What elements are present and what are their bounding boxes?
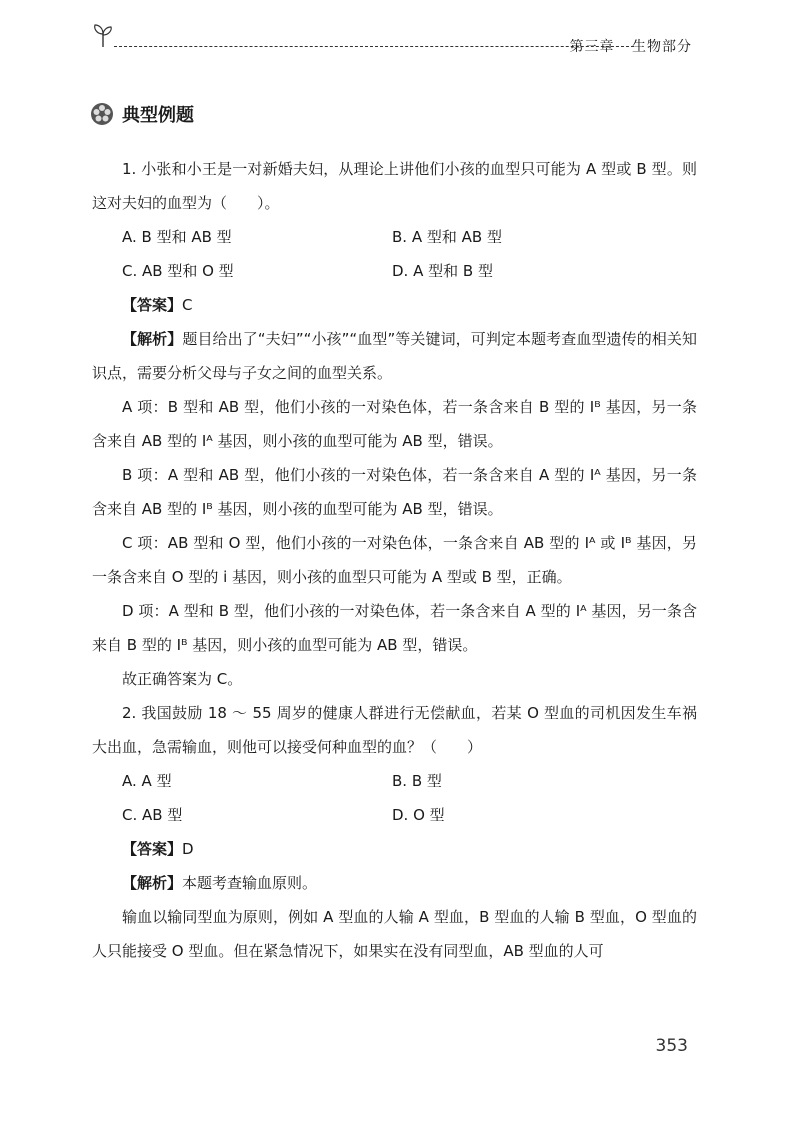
q2-stem: 2. 我国鼓励 18 ～ 55 周岁的健康人群进行无偿献血，若某 O 型血的司机因发生车祸大出血，急需输血，则他可以接受何种血型的血？（ ） xyxy=(92,704,697,756)
q1-item-a: A 项：B 型和 AB 型，他们小孩的一对染色体，若一条含来自 B 型的 Iᴮ 基因，另一条含来自 AB 型的 Iᴬ 基因，则小孩的血型可能为 AB 型，错误。 xyxy=(92,398,697,450)
q1-item-d: D 项：A 型和 B 型，他们小孩的一对染色体，若一条含来自 A 型的 Iᴬ 基因，另一条含来自 B 型的 Iᴮ 基因，则小孩的血型可能为 AB 型，错误。 xyxy=(92,602,697,654)
q1-analysis xyxy=(92,322,697,390)
q1-item-c: C 项：AB 型和 O 型，他们小孩的一对染色体，一条含来自 AB 型的 Iᴬ 或 Iᴮ 基因，另一条含来自 O 型的 i 基因，则小孩的血型只可能为 A 型或 B 型，正确。 xyxy=(92,534,697,586)
q1-option-b: B. A 型和 AB 型 xyxy=(392,228,502,246)
q1-analysis-intro: 题目给出了“夫妇”“小孩”“血型”等关键词，可判定本题考查血型遗传的相关知识点，需要分析父母与子女之间的血型关系。 xyxy=(92,330,697,382)
q2-answer-tag: 【答案】 xyxy=(122,840,183,858)
q2-answer-value: D xyxy=(182,840,194,858)
page-header xyxy=(92,22,692,62)
q2-option-c: C. AB 型 xyxy=(122,806,183,824)
part-label: 生物部分 xyxy=(632,39,692,55)
q2-options-row-2 xyxy=(92,798,697,832)
q1-option-c: C. AB 型和 O 型 xyxy=(122,262,234,280)
q2-analysis-body: 输血以输同型血为原则，例如 A 型血的人输 A 型血，B 型血的人输 B 型血，O 型血的人只能接受 O 型血。但在紧急情况下，如果实在没有同型血，AB 型血的人可 xyxy=(92,908,697,960)
q1-item-b: B 项：A 型和 AB 型，他们小孩的一对染色体，若一条含来自 A 型的 Iᴬ 基因，另一条含来自 AB 型的 Iᴮ 基因，则小孩的血型可能为 AB 型，错误。 xyxy=(92,466,697,518)
q1-options-row-2 xyxy=(92,254,697,288)
section-title: 典型例题 xyxy=(122,105,194,126)
chapter-label: 第三章 xyxy=(569,39,615,55)
section-heading xyxy=(90,100,194,128)
q1-option-a: A. B 型和 AB 型 xyxy=(122,228,232,246)
q2-analysis xyxy=(92,866,697,900)
page-number: 353 xyxy=(655,1036,688,1056)
q1-conclusion: 故正确答案为 C。 xyxy=(122,670,243,688)
q2-answer xyxy=(92,832,697,866)
q2-option-d: D. O 型 xyxy=(392,806,445,824)
flower-badge-icon xyxy=(90,102,114,126)
content xyxy=(92,152,697,968)
q1-analysis-tag: 【解析】 xyxy=(122,330,183,348)
header-rule xyxy=(114,46,634,47)
q1-stem: 1. 小张和小王是一对新婚夫妇，从理论上讲他们小孩的血型只可能为 A 型或 B 型。则这对夫妇的血型为（ ）。 xyxy=(92,160,697,212)
q2-analysis-tag: 【解析】 xyxy=(122,874,183,892)
q2-option-b: B. B 型 xyxy=(392,772,442,790)
q2-options-row-1 xyxy=(92,764,697,798)
sprout-icon xyxy=(92,22,114,48)
header-text xyxy=(558,36,692,56)
q1-answer xyxy=(92,288,697,322)
q1-answer-value: C xyxy=(182,296,193,314)
q2-option-a: A. A 型 xyxy=(122,772,172,790)
q1-option-d: D. A 型和 B 型 xyxy=(392,262,493,280)
q1-answer-tag: 【答案】 xyxy=(122,296,183,314)
q1-options-row-1 xyxy=(92,220,697,254)
q2-analysis-intro: 本题考查输血原则。 xyxy=(182,874,318,892)
